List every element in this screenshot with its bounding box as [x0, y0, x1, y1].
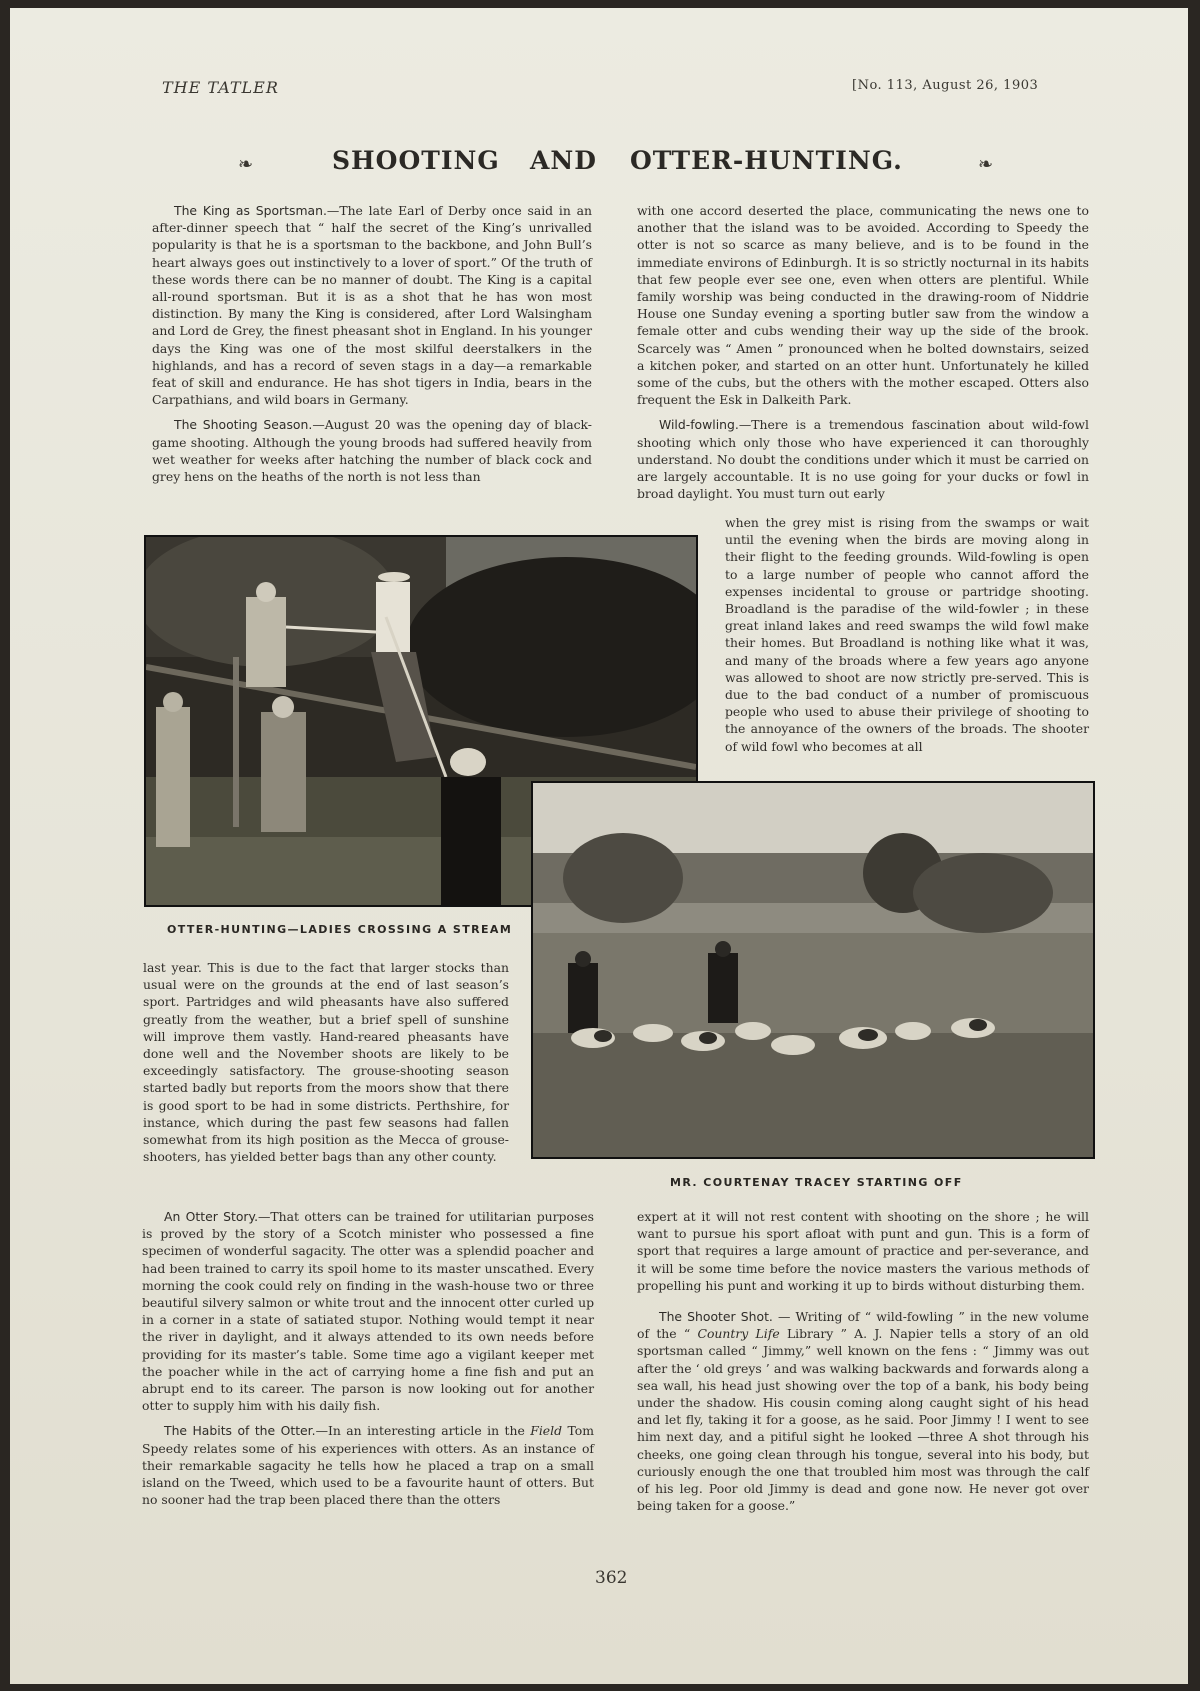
body-shooter-post: Library ” A. J. Napier tells a story of an old sportsman called “ Jimmy,” well known on the fens : “ Jimmy was out after the ‘ old greys ’ and was walking backwards and forwards along a sea wall, his head just showing over the top of a bank, his body being under the shadow. His cousin coming along caught sight of his head and let fly, taking it for a goose, as he said. Poor Jimmy ! I went to see him next day, and a pitiful sight he looked —three A shot through his cheeks, one going clean through his tongue, several into his body, but curiously enough the one that troubled him most was through the calf of his leg. Poor old Jimmy is dead and gone now. He never got over being taken for a goose.” — [637, 1326, 1089, 1514]
column-right-bottom — [637, 1208, 1089, 1522]
page-number: 362 — [595, 1568, 628, 1588]
body-season: —August 20 was the opening day of black-game shooting. Although the young broods had suffered heavily from wet weather for weeks after hatching the number of black cock and grey hens on the heaths of the north is not less than — [152, 417, 592, 485]
body-habits-pre: —In an interesting article in the — [315, 1423, 531, 1439]
body-king: —The late Earl of Derby once said in an after-dinner speech that “ half the secret of the King’s unrivalled popularity is that he is a sportsman to the backbone, and John Bull’s heart always goes out instinctively to a lover of sport.” Of the truth of these words there can be no manner of doubt. The King is a capital all-round sportsman. But it is as a shot that he has won most distinction. By many the King is considered, after Lord Walsingham and Lord de Grey, the finest pheasant shot in England. In his younger days the King was one of the most skilful deerstalkers in the highlands, and has a record of seven stags in a day—a remarkable feat of skill and endurance. He has shot tigers in India, bears in the Carpathians, and wild boars in Germany. — [152, 203, 592, 408]
heading-habits: The Habits of the Otter. — [164, 1423, 316, 1439]
caption-courtenay-tracey: MR. COURTENAY TRACEY STARTING OFF — [670, 1176, 963, 1189]
paragraph-wildfowl-cont2: expert at it will not rest content with shooting on the shore ; he will want to pursue his sport afloat with punt and gun. This is a form of sport that requires a large amount of practice and per-severance, and it will be some time before the novice masters the various methods of propelling his punt and working it up to birds without disturbing them. — [637, 1209, 1089, 1293]
body-shooter-italic: Country Life — [697, 1326, 780, 1342]
hounds-image — [533, 783, 1093, 1157]
fleuron-icon: ❧ — [238, 154, 254, 175]
body-otter-story: —That otters can be trained for utilitarian purposes is proved by the story of a Scotch minister who possessed a fine specimen of wonderful sagacity. The otter was a splendid poacher and had been trained to carry its spoil home to its master unscathed. Every morning the cook could rely on finding in the wash-house two or three beautiful silvery salmon or white trout and the innocent otter curled up in a corner in a state of satiated stupor. Nothing would tempt it near the river in daylight, and it always attended to its own needs before providing for its master’s table. Some time ago a vigilant keeper met the poacher while in the act of carrying home a fine fish and put an abrupt end to its career. The parson is now looking out for another otter to supply him with his daily fish. — [142, 1209, 594, 1414]
body-shooter-pre: — Writing of “ wild-fowling ” in the new volume of the “ — [637, 1309, 1090, 1342]
heading-king: The King as Sportsman. — [174, 203, 327, 218]
body-habits-post: Tom Speedy relates some of his experiences with otters. As an instance of their remarkable sagacity he tells how he placed a trap on a small island on the Tweed, which used to be a favourite haunt of otters. But no sooner had the trap been placed there than the otters — [142, 1423, 594, 1508]
page-title — [220, 146, 1000, 186]
paragraph-king — [152, 202, 592, 408]
title-word-2: AND — [530, 146, 597, 175]
column-left-middle — [143, 959, 509, 1173]
paragraph-season-cont: last year. This is due to the fact that larger stocks than usual were on the grounds at the end of last season’s sport. Partridges and wild pheasants have also suffered greatly from the weather, but a brief spell of sunshine will improve them vastly. Hand-reared pheasants have done well and the November shoots are likely to be exceedingly satisfactory. The grouse-shooting season started badly but reports from the moors show that there is good sport to be had in some districts. Perthshire, for instance, which during the past few seasons had fallen somewhat from its high position as the Mecca of grouse-shooters, has yielded better bags than any other county. — [143, 960, 509, 1165]
heading-otter-story: An Otter Story. — [164, 1209, 259, 1224]
running-header-title: THE TATLER — [162, 78, 279, 97]
heading-season: The Shooting Season. — [174, 417, 313, 433]
title-word-1: SHOOTING — [332, 146, 500, 175]
title-word-3: OTTER-HUNTING. — [630, 146, 903, 175]
body-wildfowl: —There is a tremendous fascination about wild-fowl shooting which only those who have experienced it can thoroughly understand. No doubt the conditions under which it must be carried on are largely accountable. It is no use going for your ducks or fowl in broad daylight. You must turn out early — [637, 417, 1089, 502]
heading-shooter: The Shooter Shot. — [659, 1309, 773, 1325]
paragraph-wildfowl-cont: when the grey mist is rising from the swamps or wait until the evening when the birds are moving along in their flight to the feeding grounds. Wild-fowling is open to a large number of people who cannot afford the expenses incidental to grouse or partridge shooting. Broadland is the paradise of the wild-fowler ; in these great inland lakes and reed swamps the wild fowl make their homes. But Broadland is nothing like what it was, and many of the broads where a few years ago anyone was allowed to shoot are now strictly pre-served. This is due to the bad conduct of a number of promiscuous people who used to abuse their privilege of shooting to the annoyance of the owners of the broads. The shooter of wild fowl who becomes at all — [725, 515, 1089, 754]
column-right-top — [637, 202, 1089, 510]
paragraph-habits — [142, 1422, 594, 1508]
fleuron-icon: ❧ — [978, 154, 994, 175]
body-habits-italic: Field — [530, 1423, 563, 1439]
paragraph-shooter — [637, 1308, 1089, 1514]
paragraph-otter-cont: with one accord deserted the place, communicating the news one to another that the island was to be avoided. According to Speedy the otter is not so scarce as many believe, and is to be found in the immediate environs of Edinburgh. It is so strictly nocturnal in its habits that few people ever see one, even when otters are plentiful. While family worship was being conducted in the drawing-room of Niddrie House one Sunday evening a sporting butler saw from the window a female otter and cubs wending their way up the side of the brook. Scarcely was “ Amen ” pronounced when he bolted downstairs, seized a kitchen poker, and started on an otter hunt. Unfortunately he killed some of the cubs, but the others with the mother escaped. Otters also frequent the Esk in Dalkeith Park. — [637, 203, 1089, 408]
paragraph-otter-story — [142, 1208, 594, 1414]
column-right-narrow — [725, 514, 1089, 763]
running-header-issue: [No. 113, August 26, 1903 — [852, 78, 1039, 93]
magazine-page — [10, 8, 1188, 1684]
heading-wildfowl: Wild-fowling. — [659, 417, 739, 433]
column-left-bottom — [142, 1208, 594, 1516]
caption-otter-hunting: OTTER-HUNTING—LADIES CROSSING A STREAM — [167, 923, 513, 936]
column-left-top — [152, 202, 592, 493]
photo-courtenay-tracey — [531, 781, 1095, 1159]
paragraph-season — [152, 416, 592, 485]
paragraph-wildfowl — [637, 416, 1089, 502]
